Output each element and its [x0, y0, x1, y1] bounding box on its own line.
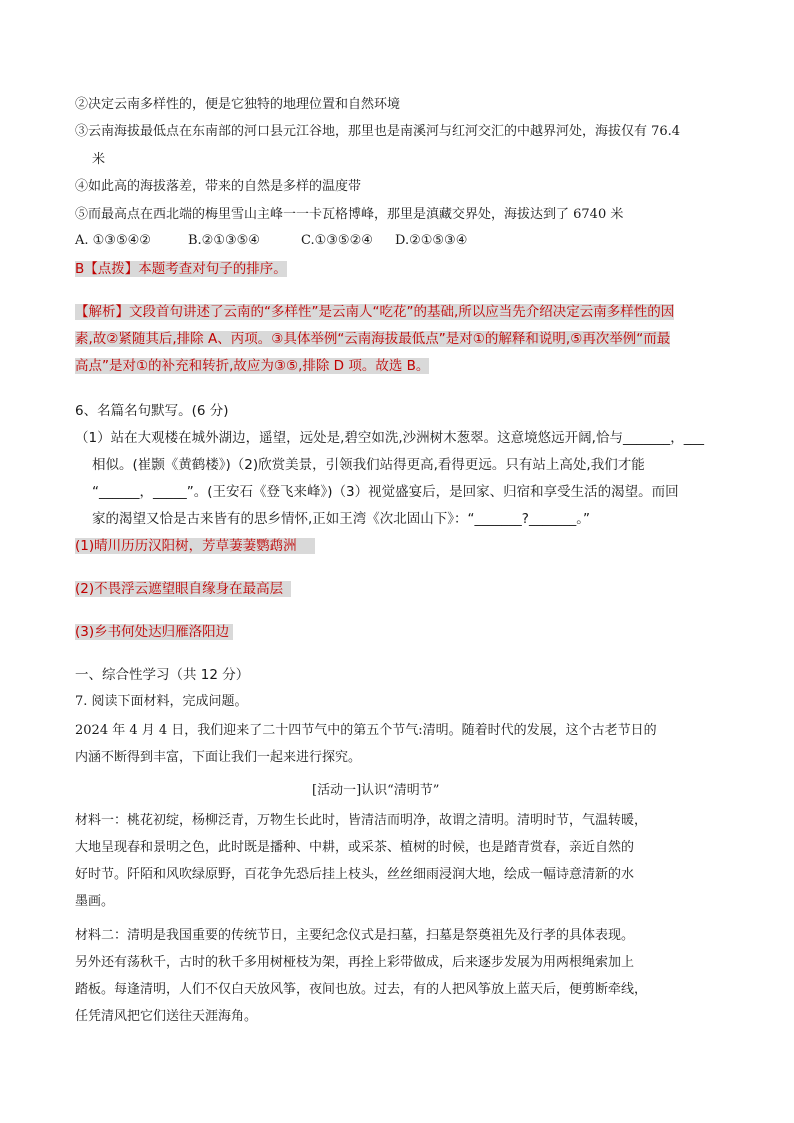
option-b: B.②①③⑤④ [188, 233, 260, 248]
q5-item-4: ④如此高的海拔落差，带来的自然是多样的温度带 [75, 179, 362, 194]
intro-line-2: 内涵不断得到丰富，下面让我们一起来进行探究。 [75, 750, 362, 765]
material2-line-1: 材料二：清明是我国重要的传统节日，主要纪念仪式是扫墓，扫墓是祭奠祖先及行孝的具体表现。 [75, 928, 635, 943]
material1-line-4: 墨画。 [75, 894, 115, 909]
q7-prompt: 7. 阅读下面材料，完成问题。 [75, 694, 248, 709]
q6-line-4: 家的渴望又恰是古来皆有的思乡情怀,正如王湾《次北固山下》：“_______?_______。” [92, 511, 590, 527]
material1-line-2: 大地呈现春和景明之色，此时既是播种、中耕，或采茶、植树的时候，也是踏青赏春，亲近自然的 [75, 840, 635, 855]
q6-answer-2: (2)不畏浮云遮望眼自缘身在最高层 [75, 580, 291, 598]
q5-analysis-line-2: 素,故②紧随其后,排除 A、丙项。③具体举例“云南海拔最低点”是对①的解释和说明,⑤再次举例“而最 [75, 331, 671, 347]
option-c: C.①③⑤②④ [301, 233, 373, 248]
activity-heading: [活动一]认识“清明节” [312, 783, 440, 798]
q6-line-1: （1）站在大观楼在城外湖边，遥望，远处是,碧空如洗,沙洲树木葱翠。这意境悠远开阔,恰与_______，___ [75, 430, 704, 446]
material1-line-1: 材料一：桃花初绽，杨柳泛青，万物生长此时，皆清洁而明净，故谓之清明。清明时节，气温转暖， [75, 813, 648, 828]
q5-item-5: ⑤而最高点在西北端的梅里雪山主峰一一卡瓦格博峰，那里是滇藏交界处，海拔达到了 6740 米 [75, 207, 624, 222]
q6-answer-1: (1)晴川历历汉阳树，芳草萋萋鹦鹉洲 [75, 537, 315, 555]
intro-line-1: 2024 年 4 月 4 日，我们迎来了二十四节气中的第五个节气:清明。随着时代的发展，这个古老节日的 [75, 723, 657, 738]
q6-line-3: “______，_____”。(王安石《登飞来峰》)（3）视觉盛宴后，是回家、归宿和享受生活的渴望。而回 [92, 484, 679, 500]
option-a: A. ①③⑤④② [75, 233, 151, 248]
section-title: 一、综合性学习（共 12 分） [75, 667, 250, 683]
material2-line-4: 任凭清风把它们送往天涯海角。 [75, 1009, 258, 1024]
q5-analysis-line-3: 高点”是对①的补充和转折,故应为③⑤,排除 D 项。故选 B。 [75, 358, 430, 374]
option-d: D.②①⑤③④ [395, 233, 468, 248]
q5-analysis-line-1: 【解析】文段首句讲述了云南的“多样性”是云南人“吃花”的基础,所以应当先介绍决定云南多样性的因 [75, 304, 675, 320]
material2-line-2: 另外还有荡秋千，古时的秋千多用树桠枝为架，再拴上彩带做成，后来逐步发展为用两根绳索加上 [75, 955, 635, 970]
q5-item-3: ③云南海拔最低点在东南部的河口县元江谷地，那里也是南溪河与红河交汇的中越界河处，海拔仅有 76.4 [75, 124, 681, 139]
material1-line-3: 好时节。阡陌和风吹绿原野，百花争先恐后挂上枝头，丝丝细雨浸润大地，绘成一幅诗意清新的水 [75, 867, 635, 882]
q5-item-3-continued: 米 [92, 152, 106, 167]
q5-answer: B【点拨】本题考查对句子的排序。 [75, 261, 287, 277]
q5-options [75, 232, 467, 250]
q6-title: 6、名篇名句默写。(6 分) [75, 403, 229, 419]
q6-line-2: 相似。(崔颢《黄鹤楼》)（2)欣赏美景，引领我们站得更高,看得更远。只有站上高处,我们才能 [92, 457, 645, 473]
material2-line-3: 踏板。每逢清明，人们不仅白天放风筝，夜间也放。过去，有的人把风筝放上蓝天后，便剪断牵线， [75, 982, 648, 997]
q5-item-2: ②决定云南多样性的，便是它独特的地理位置和自然环境 [75, 97, 401, 112]
q6-answer-3: (3)乡书何处达归雁洛阳边 [75, 623, 233, 641]
